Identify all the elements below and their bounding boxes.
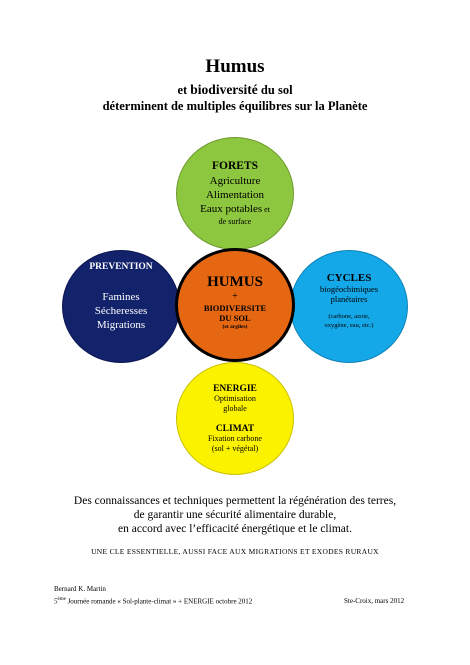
climat-line-1: Fixation carbone (208, 433, 262, 443)
subtitle-line-2: déterminent de multiples équilibres sur la Planète (102, 99, 368, 113)
summary-line-3: en accord avec l’efficacité énergétique et le climat. (118, 523, 352, 535)
subtitle-line-1 (0, 82, 470, 98)
cycles-circle (290, 250, 408, 363)
key-statement: UNE CLE ESSENTIELLE, AUSSI FACE AUX MIGRATIONS ET EXODES RURAUX (91, 547, 379, 556)
energie-line-1: Optimisation (214, 393, 256, 403)
forets-circle (176, 137, 294, 250)
cycles-line-4: oxygène, eau, etc.) (324, 321, 374, 329)
summary-paragraph (0, 494, 470, 536)
footer-place-date: Ste-Croix, mars 2012 (344, 597, 405, 605)
subtitle-main: biodiversité (190, 82, 258, 97)
energie-circle (176, 362, 294, 475)
cycles-line-2: planétaires (330, 293, 368, 304)
cycles-heading: CYCLES (326, 271, 372, 284)
prevention-line-1: Famines (102, 290, 140, 303)
forets-line-3-small: et (262, 205, 270, 214)
energie-line-2: globale (223, 403, 247, 413)
humus-plus: + (232, 290, 238, 302)
humus-line-1: BIODIVERSITE (203, 302, 267, 313)
summary-line-2: de garantir une sécurité alimentaire durable, (133, 509, 337, 521)
cycles-line-1: biogéochimiques (319, 283, 379, 294)
climat-heading: CLIMAT (215, 423, 255, 434)
humus-heading: HUMUS (207, 273, 263, 290)
cycles-line-3: (carbone, azote, (328, 312, 370, 320)
energie-heading: ENERGIE (213, 383, 257, 394)
forets-line-4: de surface (218, 217, 252, 226)
footer-event-sup: ème (57, 597, 66, 602)
subtitle-pre: et (177, 83, 191, 97)
prevention-circle (62, 250, 180, 363)
footer-event-num: 5 (54, 597, 58, 606)
subtitle-post: du sol (257, 83, 293, 97)
climat-line-2: (sol + végétal) (211, 443, 259, 453)
footer-event-rest: Journée romande « Sol-plante-climat » + ENERGIE octobre 2012 (65, 597, 253, 606)
footer-author: Bernard K. Martin (54, 585, 106, 593)
footer-event (54, 597, 252, 605)
prevention-line-2: Sécheresses (94, 304, 148, 317)
humus-circle (175, 248, 295, 362)
page-title: Humus (205, 56, 265, 77)
forets-line-3 (200, 202, 270, 217)
humus-line-3: (et argiles) (222, 323, 248, 330)
forets-heading: FORETS (211, 160, 258, 172)
prevention-heading: PREVENTION (89, 261, 153, 272)
summary-line-1: Des connaissances et techniques permettent la régénération des terres, (73, 495, 397, 507)
prevention-line-3: Migrations (96, 318, 146, 331)
forets-line-3-main: Eaux potables (200, 203, 263, 215)
humus-line-2: DU SOL (219, 312, 251, 323)
forets-line-1: Agriculture (209, 175, 261, 187)
forets-line-2: Alimentation (205, 189, 265, 201)
